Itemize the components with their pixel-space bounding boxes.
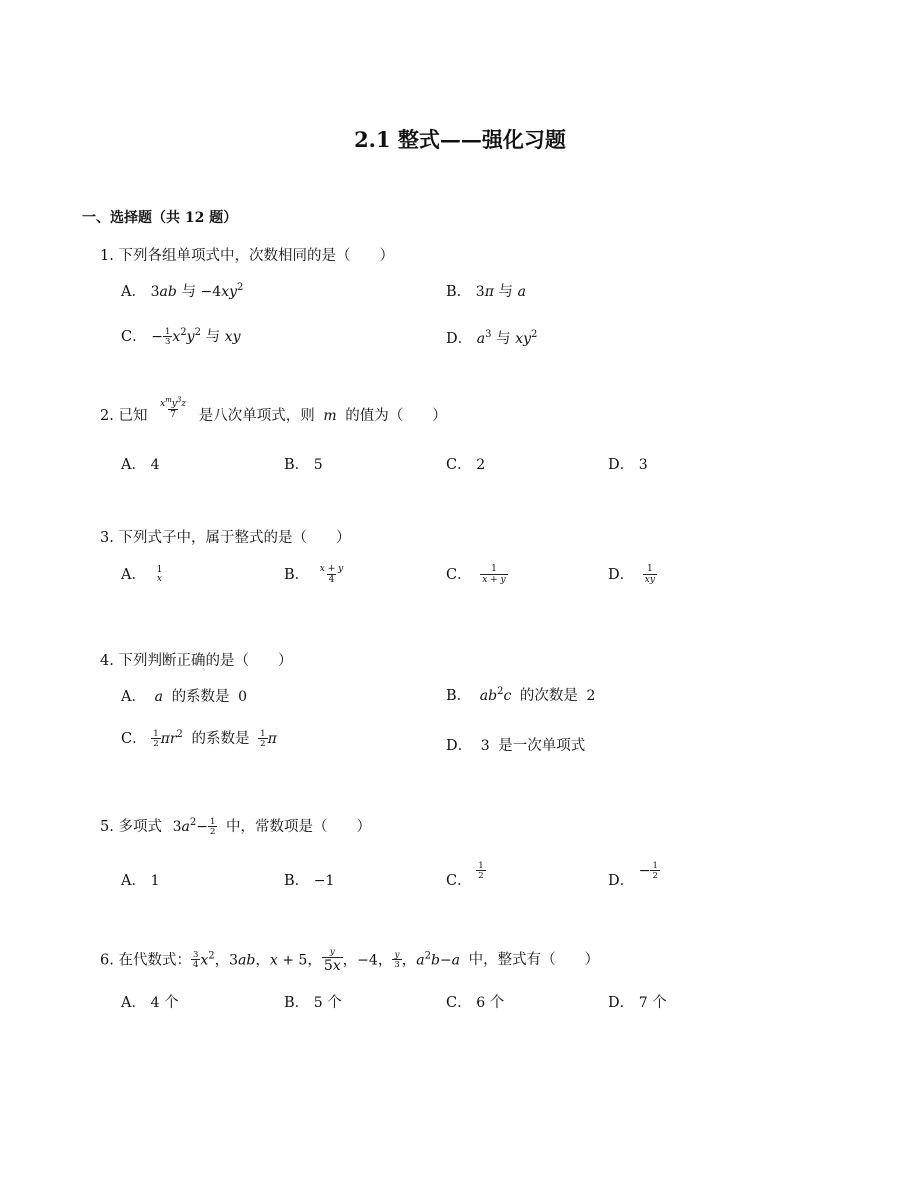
option-label: C． [121, 329, 147, 345]
option-label: A． [121, 995, 146, 1011]
option-connector: 与 [205, 329, 225, 345]
option-value: 6 [476, 995, 486, 1011]
question-stem-pre: 多项式 [118, 819, 162, 835]
q6-option-c[interactable] [446, 991, 504, 1012]
q3-option-a[interactable] [121, 563, 164, 584]
q6-option-a[interactable] [121, 991, 179, 1012]
option-label: C． [446, 457, 472, 473]
fraction-numerator: 1 [491, 564, 497, 574]
option-label: A． [121, 457, 146, 473]
question-number: 3. [100, 530, 114, 546]
question-number: 1. [100, 248, 114, 264]
option-value: 1 [150, 873, 160, 889]
option-label: D． [446, 738, 473, 754]
fraction-numerator: 1 [646, 564, 653, 574]
option-unit: 个 [164, 995, 179, 1011]
option-connector: 与 [498, 284, 518, 300]
q2-option-a[interactable] [121, 453, 160, 474]
fraction-denominator: x + y [482, 575, 506, 585]
q2-option-d[interactable] [608, 453, 648, 474]
option-text: 的系数是 [171, 689, 230, 705]
page-title: 2.1 整式——强化习题 [354, 127, 566, 152]
question-stem: 下列式子中，属于整式的是（ ） [118, 530, 351, 546]
question-2 [100, 396, 447, 426]
fraction-denominator: x [156, 574, 162, 584]
q4-option-d[interactable] [446, 734, 585, 755]
option-text: 的次数是 [519, 688, 578, 704]
question-stem-post: 中，常数项是（ ） [225, 819, 371, 835]
option-label: D． [608, 995, 635, 1011]
question-number: 4. [100, 653, 114, 669]
option-label: B． [446, 688, 472, 704]
option-value: 5 [313, 457, 323, 473]
q4-option-b[interactable]: B． $ab^2c$ 的次数是 2 [446, 686, 596, 704]
option-label: D． [446, 331, 473, 347]
option-value: −1 [313, 873, 335, 889]
option-label: B． [284, 567, 310, 583]
q4-option-c[interactable]: C． $\frac{1}{2}$ $\pi r^2$ 的系数是 $\frac{1}{2}$ π [121, 728, 277, 749]
q5-option-d[interactable]: D． − $\frac{1}{2}$ [608, 860, 658, 889]
option-label: D． [608, 873, 635, 889]
q3-option-d[interactable] [608, 563, 657, 585]
question-number: 5. [100, 819, 114, 835]
question-stem: 下列各组单项式中，次数相同的是（ ） [118, 248, 394, 264]
option-unit: 个 [652, 995, 667, 1011]
option-value: 7 [638, 995, 648, 1011]
option-unit: 个 [327, 995, 342, 1011]
q2-option-c[interactable] [446, 453, 485, 474]
option-value: 5 [313, 995, 323, 1011]
option-value: 0 [238, 689, 248, 705]
question-stem-mid: 是八次单项式，则 [198, 408, 315, 424]
question-stem: 下列判断正确的是（ ） [118, 653, 293, 669]
option-label: A． [121, 284, 146, 300]
question-number: 6. [100, 952, 114, 969]
question-stem-post: 中，整式有（ ） [468, 952, 600, 969]
q5-option-b[interactable] [284, 869, 334, 890]
option-unit: 个 [489, 995, 505, 1011]
option-label: D． [608, 567, 635, 583]
question-stem-post: 的值为（ ） [345, 408, 447, 424]
option-label: B． [284, 457, 310, 473]
option-text: 的系数是 [191, 731, 250, 747]
q3-option-b[interactable] [284, 563, 345, 585]
q1-option-c[interactable]: C． − $\frac{1}{3}$ $x^2y^2$ 与 xy [121, 326, 241, 347]
option-value: 4 [150, 457, 160, 473]
option-label: B． [446, 284, 472, 300]
question-6: 6. 在代数式： $\frac{3}{4}$ $x^2$，3ab，x + 5， $\frac{y}{5x}$ ，−4， $\frac{y}{3}$ ，$a^2b-a$ 中，整式有（ ） [100, 947, 600, 974]
question-5: 5. 多项式 $3a^2-$ $\frac{1}{2}$ 中，常数项是（ ） [100, 816, 371, 837]
q2-option-b[interactable] [284, 453, 323, 474]
q1-option-b[interactable]: B． 3π 与 a [446, 284, 526, 300]
q3-option-c[interactable] [446, 563, 508, 585]
option-value: 3 [480, 738, 490, 754]
question-number: 2. [100, 408, 114, 424]
option-label: A． [121, 567, 146, 583]
fraction-denominator: xy [644, 575, 655, 585]
option-label: C． [446, 873, 472, 889]
question-4 [100, 649, 292, 670]
option-value: 4 [150, 995, 160, 1011]
q1-option-a[interactable]: A． 3ab 与 $-4xy^2$ [121, 282, 244, 300]
option-text: 是一次单项式 [498, 738, 586, 754]
q6-option-b[interactable] [284, 991, 342, 1012]
fraction-numerator: x + y [319, 564, 344, 574]
question-3 [100, 526, 350, 547]
q6-option-d[interactable] [608, 991, 667, 1012]
option-label: B． [284, 995, 310, 1011]
option-label: A． [121, 689, 146, 705]
question-stem-pre: 已知 [118, 408, 148, 424]
question-stem-pre: 在代数式： [118, 952, 191, 969]
option-label: C． [121, 731, 147, 747]
option-value: 2 [586, 688, 596, 704]
q5-option-c[interactable]: C． $\frac{1}{2}$ [446, 860, 484, 889]
option-connector: 与 [496, 331, 516, 347]
option-connector: 与 [181, 284, 201, 300]
q2-variable: m [323, 408, 337, 424]
section-heading: 一、选择题（共 12 题） [82, 210, 238, 226]
option-label: C． [446, 567, 472, 583]
question-1 [100, 244, 394, 265]
q1-option-d[interactable]: D． $a^3$ 与 $xy^2$ [446, 329, 538, 347]
q4-option-a[interactable]: A． a 的系数是 0 [121, 689, 248, 705]
q5-option-a[interactable] [121, 869, 160, 890]
option-value: 2 [476, 457, 486, 473]
q2-fraction: $\frac{x^my^3z}{7}$ [160, 396, 187, 420]
option-value: 3 [638, 457, 648, 473]
option-label: B． [284, 873, 310, 889]
fraction-numerator: 1 [156, 565, 163, 575]
option-label: C． [446, 995, 472, 1011]
option-label: A． [121, 873, 146, 889]
fraction-denominator: 4 [328, 575, 335, 585]
option-label: D． [608, 457, 635, 473]
